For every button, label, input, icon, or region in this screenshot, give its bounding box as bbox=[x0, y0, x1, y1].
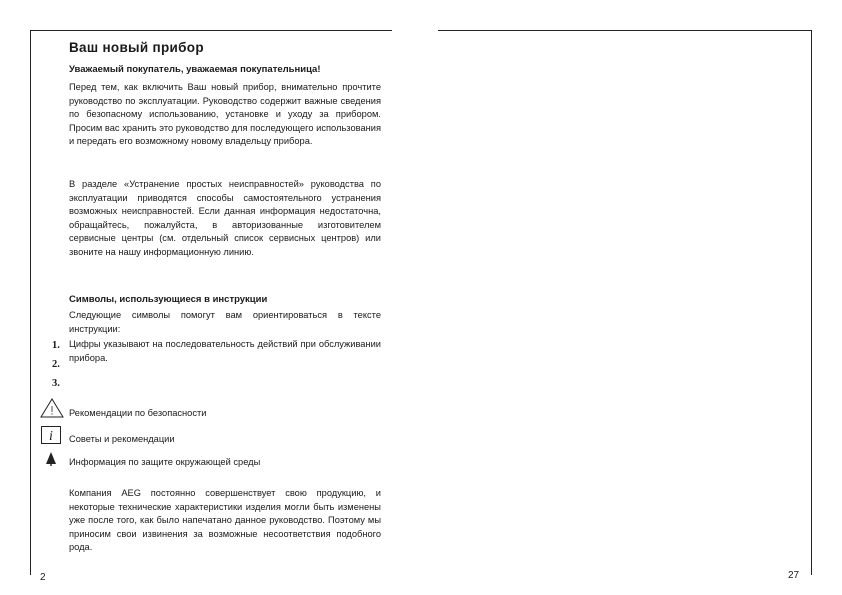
step-number-3: 3. bbox=[52, 378, 60, 389]
page-title: Ваш новый прибор bbox=[69, 40, 204, 55]
symbols-heading: Символы, использующиеся в инструкции bbox=[69, 294, 268, 305]
greeting-heading: Уважаемый покупатель, уважаемая покупательница! bbox=[69, 64, 321, 75]
margin-rule bbox=[30, 30, 31, 575]
top-rule bbox=[30, 30, 392, 31]
step-number-2: 2. bbox=[52, 359, 60, 370]
symbol-label-safety: Рекомендации по безопасности bbox=[69, 408, 207, 418]
symbol-label-environment: Информация по защите окружающей среды bbox=[69, 457, 261, 467]
closing-paragraph: Компания AEG постоянно совершенствует свою продукцию, и некоторые технические характеристики изделия могли быть изменены уже после того, как было напечатано данное руководство. Поэтому мы приносим свои извинения за возможные несоответствия подобного рода. bbox=[69, 488, 381, 553]
step-number-1: 1. bbox=[52, 340, 60, 351]
page-number: 2 bbox=[40, 572, 46, 583]
svg-text:i: i bbox=[49, 429, 53, 444]
steps-description: Цифры указывают на последовательность действий при обслуживании прибора. bbox=[69, 339, 381, 363]
info-i-icon bbox=[41, 426, 61, 444]
top-rule bbox=[438, 30, 811, 31]
warning-triangle-icon bbox=[40, 398, 64, 418]
right-page bbox=[421, 0, 842, 595]
symbols-intro: Следующие символы помогут вам ориентироваться в тексте инструкции: bbox=[69, 310, 381, 334]
troubleshooting-paragraph: В разделе «Устранение простых неисправностей» руководства по эксплуатации приводятся способы самостоятельного устранения возможных неисправностей. Если данная информация недостаточна, обращайтесь, пожалуйста, в авторизованные изготовителем сервисные центры (см. отдельный список сервисных центров) или звоните на нашу информационную линию. bbox=[69, 179, 381, 257]
intro-paragraph: Перед тем, как включить Ваш новый прибор, внимательно прочтите руководство по эксплуатации. Руководство содержит важные сведения по безопасному использованию, установке и уходу за прибором. Просим вас хранить это руководство для последующего использования и передать его возможному новому владельцу прибора. bbox=[69, 82, 381, 147]
page-number: 27 bbox=[788, 570, 800, 581]
symbol-label-tips: Советы и рекомендации bbox=[69, 434, 175, 444]
tree-icon bbox=[44, 449, 58, 467]
margin-rule bbox=[811, 30, 812, 575]
